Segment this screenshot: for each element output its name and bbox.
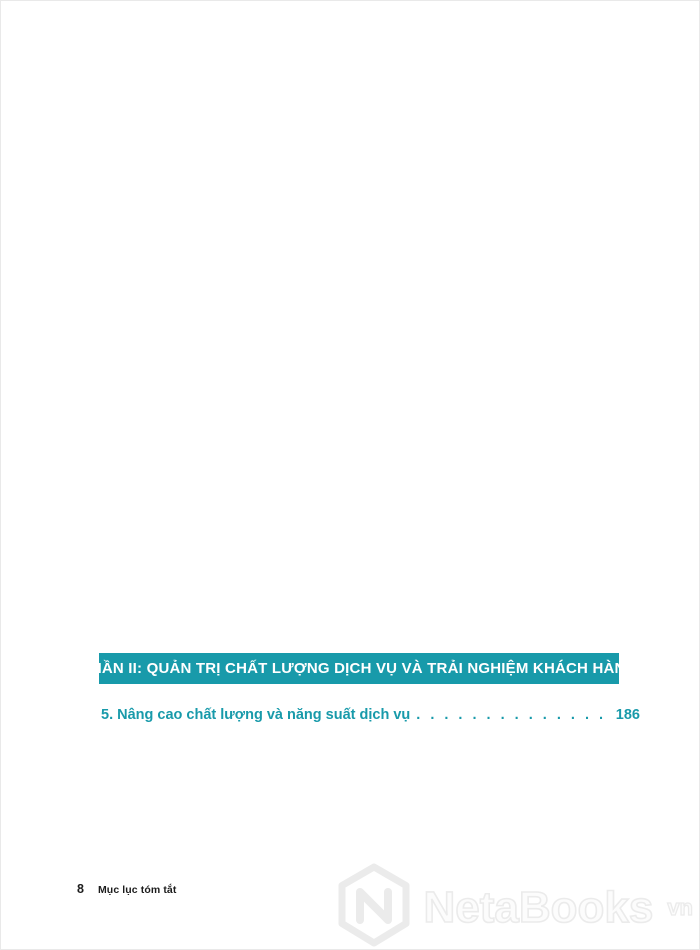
page-footer — [77, 882, 176, 896]
watermark — [335, 862, 693, 950]
watermark-tld: vn — [667, 894, 693, 920]
chapter-title: 5. Nâng cao chất lượng và năng suất dịch vụ — [101, 707, 411, 723]
chapter-page: 186 — [615, 707, 640, 723]
dot-leader — [416, 704, 613, 726]
chapter-row — [101, 704, 640, 726]
watermark-brand: NetaBooks — [423, 882, 654, 932]
folio-number: 8 — [77, 882, 84, 896]
part-banner — [80, 653, 638, 684]
footer-label: Mục lục tóm tắt — [97, 884, 177, 896]
hexagon-n-icon — [335, 862, 413, 950]
part-banner-title: PHẦN II: QUẢN TRỊ CHẤT LƯỢNG DỊCH VỤ VÀ TRẢI NGHIỆM KHÁCH HÀNG — [80, 660, 638, 677]
